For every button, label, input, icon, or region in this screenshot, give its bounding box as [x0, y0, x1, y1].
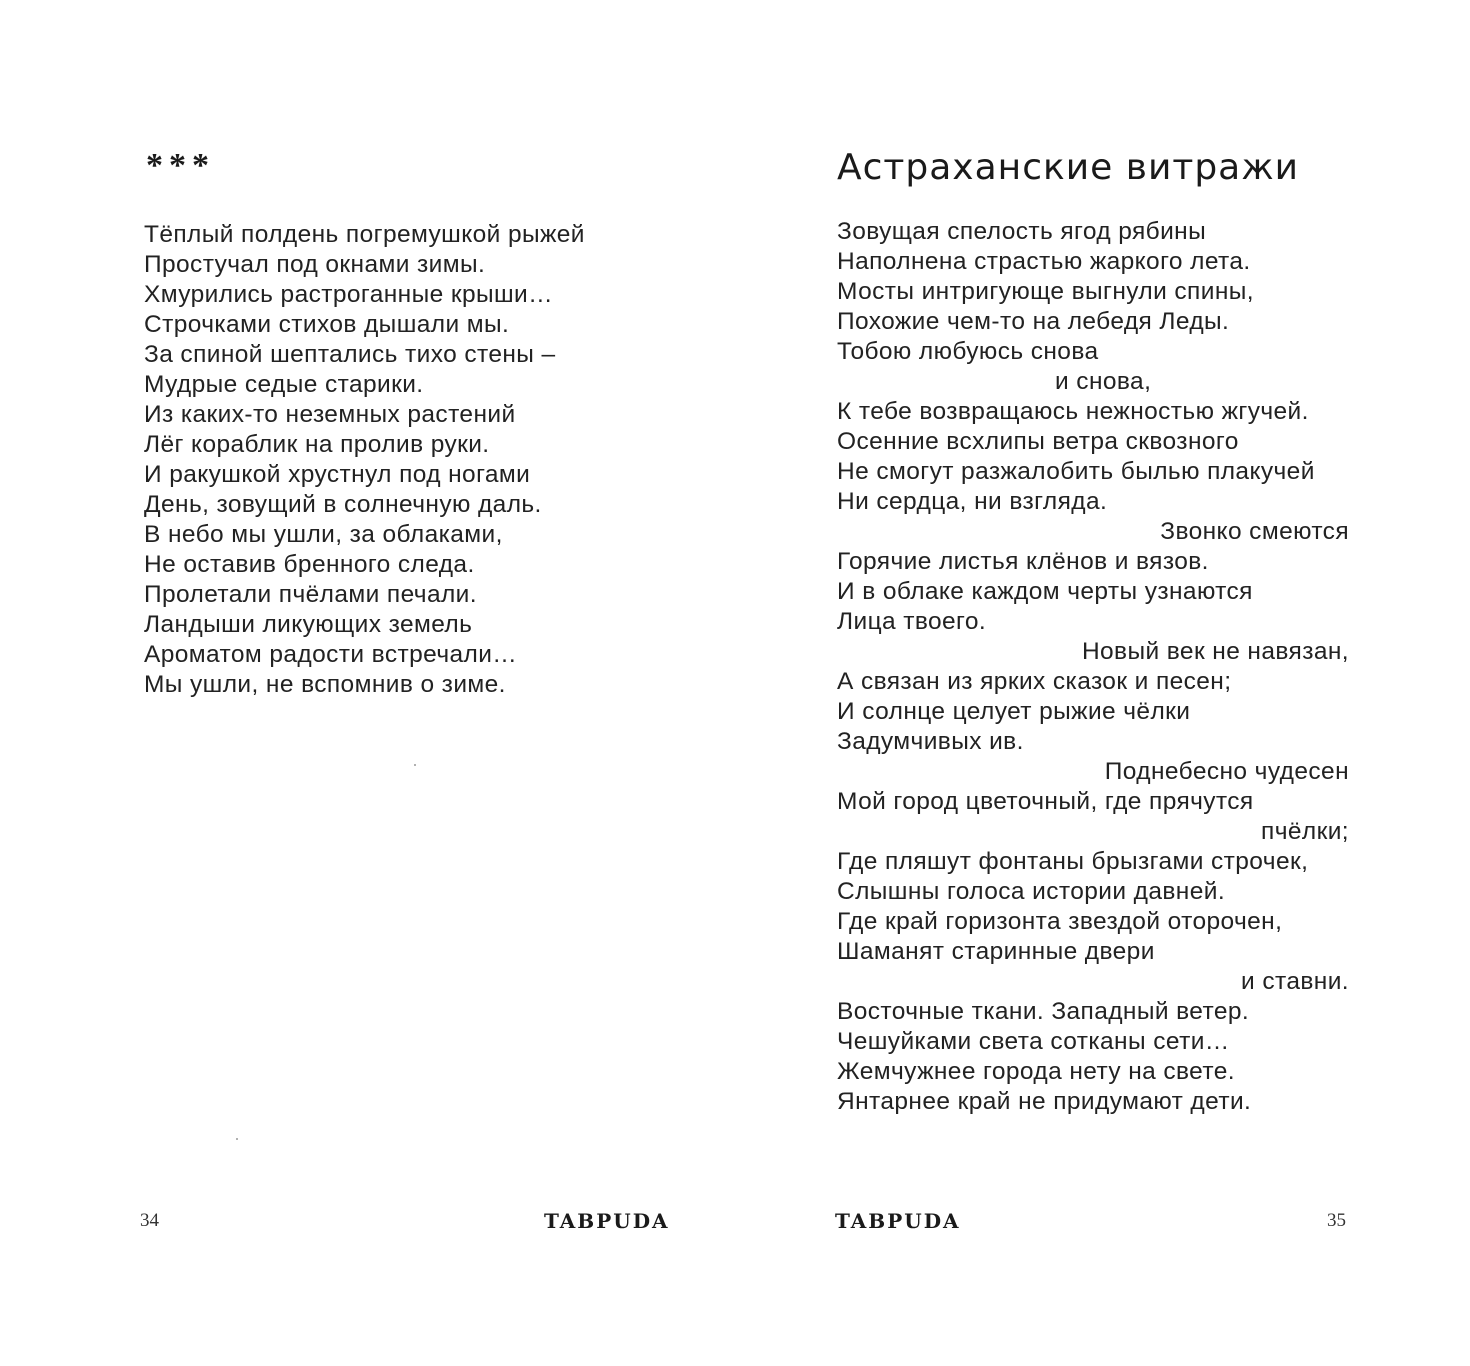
poem-line: Похожие чем-то на лебедя Леды. — [837, 308, 1230, 335]
poem-line: Поднебесно чудесен — [1104, 758, 1349, 785]
poem-line: Слышны голоса истории давней. — [837, 878, 1226, 905]
poem-title: Астраханские витражи — [837, 147, 1300, 188]
paper-speck — [414, 764, 416, 766]
poem-line: Мы ушли, не вспомнив о зиме. — [144, 671, 506, 698]
poem-line: и ставни. — [1241, 968, 1349, 995]
poem-line: Ни сердца, ни взгляда. — [837, 488, 1108, 515]
poem-line: Ароматом радости встречали… — [144, 641, 518, 668]
poem-line: Тёплый полдень погремушкой рыжей — [144, 221, 585, 248]
poem-line: И ракушкой хрустнул под ногами — [144, 461, 531, 488]
poem-line: За спиной шептались тихо стены – — [144, 341, 556, 368]
poem-line: Простучал под окнами зимы. — [144, 251, 486, 278]
poem-line: Лёг кораблик на пролив руки. — [144, 431, 490, 458]
journal-name-right: TABPUDA — [835, 1209, 961, 1233]
poem-line: В небо мы ушли, за облаками, — [144, 521, 503, 548]
poem-line: А связан из ярких сказок и песен; — [837, 668, 1232, 695]
right-page — [735, 0, 1470, 1366]
poem-line: Не смогут разжалобить былью плакучей — [837, 458, 1315, 485]
poem-line: Наполнена страстью жаркого лета. — [837, 248, 1251, 275]
poem-line: Чешуйками света сотканы сети… — [837, 1028, 1230, 1055]
poem-line: И в облаке каждом черты узнаются — [837, 578, 1253, 605]
poem-line: День, зовущий в солнечную даль. — [144, 491, 542, 518]
poem-line: И солнце целует рыжие чёлки — [837, 698, 1191, 725]
poem-line: Где край горизонта звездой оторочен, — [837, 908, 1283, 935]
poem-line: Мой город цветочный, где прячутся — [837, 788, 1254, 815]
poem-line: Лица твоего. — [837, 608, 987, 635]
poem-line: Зовущая спелость ягод рябины — [837, 218, 1207, 245]
poem-line: Мудрые седые старики. — [144, 371, 424, 398]
paper-speck — [236, 1138, 238, 1140]
poem-line: Строчками стихов дышали мы. — [144, 311, 510, 338]
page-number-left: 34 — [140, 1210, 159, 1231]
poem-line: Жемчужнее города нету на свете. — [837, 1058, 1235, 1085]
poem-line: Хмурились растроганные крыши… — [144, 281, 554, 308]
poem-line: Янтарнее край не придумают дети. — [837, 1088, 1252, 1115]
poem-line: Где пляшут фонтаны брызгами строчек, — [837, 848, 1309, 875]
journal-name-left: TABPUDA — [544, 1209, 670, 1233]
page-number-right: 35 — [1327, 1210, 1346, 1231]
poem-line: Из каких-то неземных растений — [144, 401, 516, 428]
poem-line: пчёлки; — [1261, 818, 1349, 845]
poem-line: Мосты интригующе выгнули спины, — [837, 278, 1254, 305]
poem-line: Осенние всхлипы ветра сквозного — [837, 428, 1239, 455]
poem-line: Не оставив бренного следа. — [144, 551, 475, 578]
right-poem — [837, 217, 1349, 1117]
poem-line: Восточные ткани. Западный ветер. — [837, 998, 1250, 1025]
poem-line: К тебе возвращаюсь нежностью жгучей. — [837, 398, 1309, 425]
poem-line: Задумчивых ив. — [837, 728, 1024, 755]
poem-separator-asterisks: *** — [146, 147, 215, 184]
poem-line: Пролетали пчёлами печали. — [144, 581, 477, 608]
poem-line: Горячие листья клёнов и вязов. — [837, 548, 1209, 575]
left-poem — [144, 220, 684, 700]
poem-line: Тобою любуюсь снова — [837, 338, 1099, 365]
poem-line: Новый век не навязан, — [1081, 638, 1349, 665]
poem-line: Ландыши ликующих земель — [144, 611, 473, 638]
poem-line: Звонко смеются — [1160, 518, 1349, 545]
poem-line: Шаманят старинные двери — [837, 938, 1155, 965]
poem-line: и снова, — [1055, 368, 1152, 395]
